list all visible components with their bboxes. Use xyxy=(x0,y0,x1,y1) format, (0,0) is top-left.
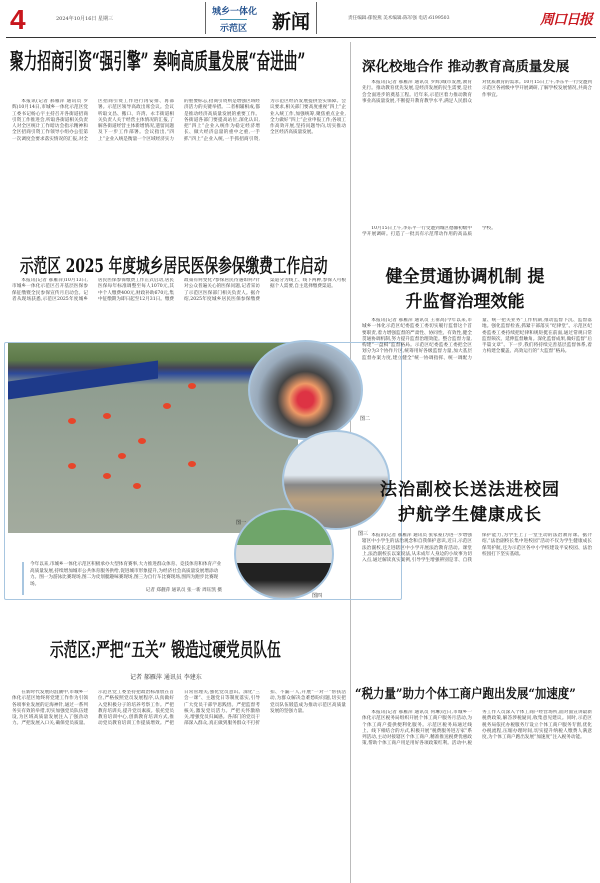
article-text: 在新时代发展的浪潮中,市城乡一体化示范区始终将党建工作作为引领各项事业发展的定海神针,通过一系列务实有效的举措,切实加强党员队伍建设,为区域高质量发展注入了强劲动力。严把发展入口关,确保党员质量。示范区党工委坚持把政治标准放在首位,严格按照党员发展程序,认真做好入党积极分子的培养考察工作。严把教育培训关,提升党员素质。依托党员教育培训中心,创新教育培训方式,推动党员教育培训工作提质增效。严把日常管理关,强化党员意识。深化“三会一课”、主题党日等制度落实,引导广大党员干部学思践悟。严把监督考核关,激发党员活力。严把关怀激励关,增强党员归属感。各部门的党员干部深入群众,真正做到服务群众不打折扣、不漏一人,开展“一对一”帮扶活动,为群众解决急难愁盼问题,切实把党员队伍锻造成为推动示范区高质量发展的坚强力量。 xyxy=(12,690,346,727)
article-body-education-end xyxy=(362,226,592,256)
section-top: 城乡一体化 xyxy=(212,7,258,17)
section-main: 新闻 xyxy=(272,11,311,33)
article-body-tax xyxy=(362,710,592,883)
headline-insurance: 示范区 2025 年度城乡居民医保参保缴费工作启动 xyxy=(20,255,328,277)
article-body-education xyxy=(362,80,592,160)
article-text: 本报讯(记者 郝雁萍 通讯员 何琳)近日,市城乡一体化示范区税务局组织开展个体工商户服务月活动,为个体工商户提供便利化服务。示范区税务局通过线上、线下相结合的方式,积极开展“税费服务进万家”系列活动,主动对接辖区个体工商户,精准推送税费优惠政策,帮助个体工商户用足用好各项政策红利。活动中,税务工作人员深入个体工商户经营场所,面对面宣讲最新税费政策,解答涉税疑问,收集意见建议。同时,示范区税务局依托办税服务厅设立个体工商户服务专窗,优化办税流程,压缩办理时间,切实提升纳税人缴费人满意度,为个体工商户跑出发展“加速度”注入税务动能。 xyxy=(362,710,592,747)
issue-date: 2024年10月16日 星期三 xyxy=(56,16,114,22)
article-body-supervision xyxy=(362,318,592,458)
byline-party: 记者 郝雁萍 通讯员 李建东 xyxy=(130,674,202,681)
caption-text: 今年以来,市城乡一体化示范区积极承办大型体育赛事,大力推进群众体育、竞技体育和体育产业高质量发展,持续增加城市公共体育服务供给,促进城市形象提升,为经济社会高质量发展增添动力。图一为游泳比赛现场,图二为皮划艇趣味赛现场,图三为自行车比赛现场,图四为跑步比赛现场。 xyxy=(30,562,222,587)
photo-label-1: 图一 xyxy=(236,520,247,526)
article-body-insurance xyxy=(12,278,346,314)
photo-label-2: 图二 xyxy=(360,416,371,422)
header-rule xyxy=(6,37,596,38)
article-text: 本报讯(记者 郝雁萍 通讯员 张家豪)为进一步增强辖区中小学生的法治观念和自我保护意识,近日,示范区法治副校长走进辖区中小学开展法治教育活动。课堂上,法治副校长以案说法,从未成年人身边的小故事为切入点,通过解读真实案例,引导学生增强辨别是非、自我保护能力,为学生上了一堂生动的法治教育课。据介绍,“法治副校长集中进校园”活动不仅为学生健康成长保驾护航,还为示范区各中小学校建设平安校园、法治校园打下坚实基础。 xyxy=(362,533,592,564)
article-body-investment xyxy=(12,99,346,201)
section-masthead xyxy=(205,2,317,34)
article-body-law xyxy=(362,533,592,648)
photo-running xyxy=(234,508,334,600)
headline-tax: “税力量”助力个体工商户跑出发展“加速度” xyxy=(355,687,576,702)
photo-caption xyxy=(22,562,222,595)
article-text: 10月15日上午,李东平一行受邀到城区德馨初级中学开展调研。打造了一批具有示范带动作用的高品质学校。 xyxy=(362,226,496,238)
photo-label-4: 图四 xyxy=(312,593,323,599)
article-body-party xyxy=(12,690,346,883)
headline-investment: 聚力招商引资“强引擎” 奏响高质量发展“奋进曲” xyxy=(10,49,306,75)
headline-law: 法治副校长送法进校园 护航学生健康成长 xyxy=(380,480,560,525)
headline-supervision: 健全贯通协调机制 提升监督治理效能 xyxy=(385,267,545,312)
section-bottom: 示范区 xyxy=(220,19,247,34)
article-text: 本报讯(记者 郝雁萍 通讯员 罗辉)城市发展,教育先行。推动教育优先发展,是经济发展的民生需要,是社会全面进步的奠基工程。近年来,示范区着力推动教育事业高质量发展,不断提升教育教学水平,满足人民群众对优质教育的需求。10月15日上午,李东平一行受邀到示范区各初级中学开展调研,了解学校发展情况,共商合作事宜。 xyxy=(362,80,592,104)
photo-label-3: 图三 xyxy=(358,531,369,537)
article-text: 本报讯(记者 郝雁萍 通讯员 罗辉)10月14日,市城乡一体化示范区党工委书记杨心宇主持召开各街道招商引资工作推进会,听取各街道相关负责人对全区统计工作暗访会指示精神和全区招商引资工作领导小组办公室第一次调度会要求落实情况的汇报,对全区招商引资工作进行再安排、再部署。示范区领导高政出席会议。会议听取文昌、搬口、许湾、永丰街道相关负责人关于经营主体情况的汇报,了解各街道经营主体新增情况,遗留问题及下一步工作部署。会议指出,“四上”企业入统是衡量一个区域经济实力的重要标志,招商引资则是增强区域经济活力的关键举措。二者相辅相成,都是推动经济高质量发展的重要工作。各街道各部门要提高站位,深化认识,把“四上”企业入统作为稳定经济增长、做大经济总量的重中之重,一手抓“四上”企业入统,一手抓招商引资,为示范区经济发展提供坚实保障。会议要求,相关部门要高度重视“四上”企业入统工作,加强统筹,聚焦重点企业,全力做好“四上”企业申报工作;各项工作高效开展,坚持问题导向,切实推动全区经济高质量发展。 xyxy=(12,99,346,142)
article-text: 本报讯(记者 郝雁萍)10月13日,市城乡一体化示范区召开基层医保参保征缴暨全民参保宣传月启动会。记者从现场获悉,示范区2025年度城乡居民医保参保缴费工作正式启动,居民医保每年标准调整至每人1070元,其中个人缴费400元,财政补助670元,集中征缴期为即日起至12月31日。缴费政策有何变化?参保居民待遇如何?针对公众普遍关心的医保问题,记者采访了示范区医保部门相关负责人。据介绍,2025年度城乡居民医保参保缴费渠道分为线上、线下两种,参保人可根据个人需要,自主选择缴费渠道。 xyxy=(12,278,346,302)
photo-credit: 记者 郑靓萍 通讯员 张一新 周钰凯 摄 xyxy=(145,588,222,593)
newspaper-logo: 周口日报 xyxy=(540,12,592,28)
article-text: 本报讯(记者 郝雁萍 通讯员 王垂高)今年以来,市城乡一体化示范区纪委监委工委切实履行监督这个首要职责,着力增强监督的严肃性、协同性、有效性,健全贯通协调机制,努力提升监督治理效能。整合监督力量,构建“一盘棋”监督格局。示范区纪委监委工委把全区划分为3个协作片区,统筹用好各级监督力量,加大基层监督办案力度,建立健全“统一协调指挥、统一调配力量、统一把关业务”工作机制,推动监督下沉、监督落地。强化监督检查,抓紧干部落实“纪律堂”。示范区纪委监委工委持续把纪律和规矩挺在前面,通过常规日常监督频次、延伸监督触角。深化监督成果,做好监督“后半篇文章”。下一步,我们将持续完善基层监督体系,着力构建全覆盖、高效运行的“大监督”格局。 xyxy=(362,318,592,361)
page-number: 4 xyxy=(10,4,26,35)
headline-education: 深化校地合作 推动教育高质量发展 xyxy=(362,59,570,75)
photo-kayak xyxy=(248,340,363,440)
headline-party: 示范区:严把“五关” 锻造过硬党员队伍 xyxy=(50,639,281,661)
editors-info: 责任编辑:郁悦燕 美术编辑:陈军强 电话:6199503 xyxy=(348,16,450,21)
